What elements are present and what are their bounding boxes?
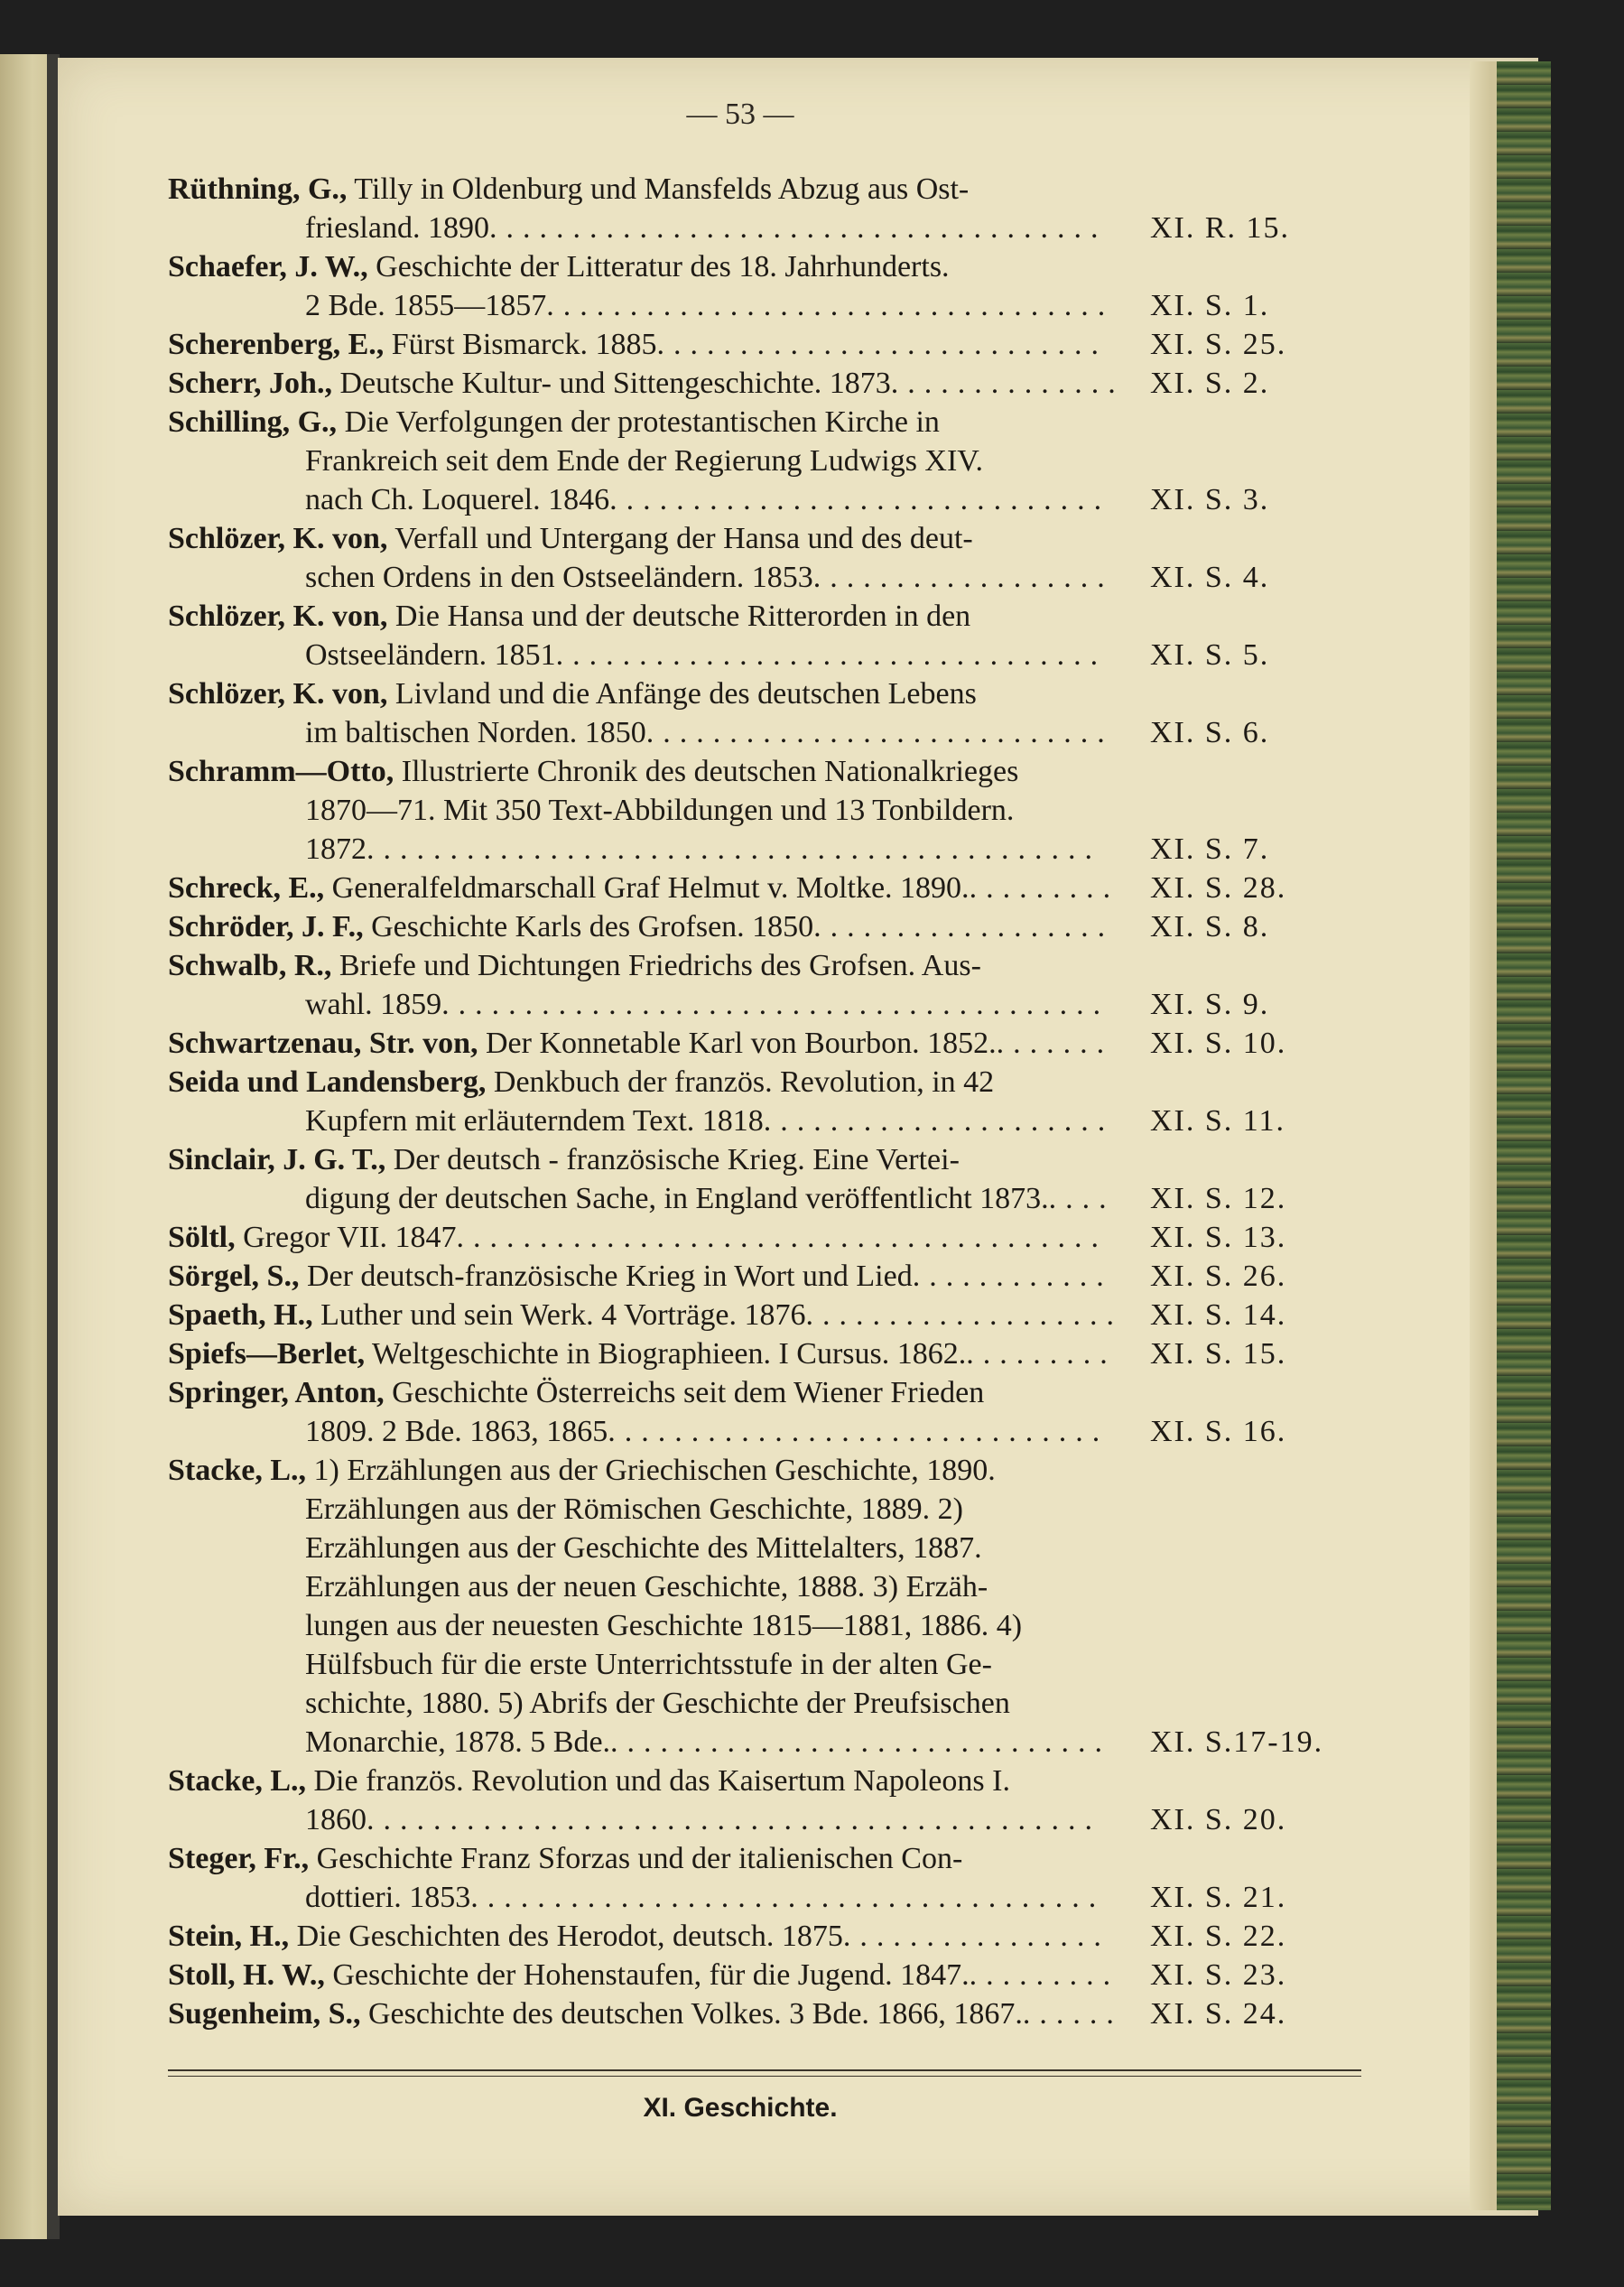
entry-first-line — [168, 674, 1341, 713]
entry-first-line — [168, 325, 1341, 364]
entry-first-line — [168, 1917, 1341, 1956]
dot-leader: ...... — [1022, 1997, 1123, 2031]
entry-title-text: Der deutsch-französische Krieg in Wort und Lied — [306, 1260, 913, 1293]
shelf-mark: XI. S. 5. — [1150, 638, 1270, 672]
entry-continuation-line — [168, 1606, 1341, 1645]
entry-author: Stoll, H. W., — [168, 1958, 325, 1992]
entry-title-text: Hülfsbuch für die erste Unterrichtsstufe in der alten Ge- — [305, 1648, 992, 1681]
entry-title-text: Livland und die Anfänge des deutschen Lebens — [394, 677, 977, 711]
dot-leader: ............................................ — [367, 832, 1101, 866]
catalog-entry — [168, 907, 1341, 946]
shelf-mark: XI. S. 4. — [1150, 561, 1270, 594]
entry-continuation-line — [168, 1102, 1341, 1140]
catalog-entry — [168, 1063, 1341, 1140]
entry-continuation-line — [168, 1800, 1341, 1839]
dot-leader: ..................................... — [488, 211, 1108, 245]
catalog-entry — [168, 1140, 1341, 1218]
entry-title-text: im baltischen Norden. 1850 — [305, 716, 646, 749]
entry-title-text: Die Geschichten des Herodot, deutsch. 1875 — [296, 1920, 843, 1953]
entry-title-text: Erzählungen aus der neuen Geschichte, 1888. 3) Erzäh- — [305, 1570, 988, 1604]
shelf-mark: XI. S. 11. — [1150, 1104, 1286, 1138]
entry-first-line — [168, 1257, 1341, 1296]
entry-title-text: 1809. 2 Bde. 1863, 1865 — [305, 1415, 608, 1448]
dot-leader: ....... — [996, 1027, 1114, 1060]
entry-title-text: Geschichte der Hohenstaufen, für die Jugend. 1847. — [332, 1958, 970, 1992]
shelf-mark: XI. S. 16. — [1150, 1415, 1287, 1448]
dot-leader: ................ — [842, 1920, 1110, 1953]
catalog-entry — [168, 364, 1341, 403]
shelf-mark: XI. S. 10. — [1150, 1027, 1287, 1060]
entry-author: Rüthning, G., — [168, 172, 348, 206]
shelf-mark: XI. S. 6. — [1150, 716, 1270, 749]
entry-title-text: 1) Erzählungen aus der Griechischen Geschichte, 1890. — [313, 1454, 996, 1487]
entry-title-text: dottieri. 1853 — [305, 1881, 471, 1914]
entry-title-text: Die französ. Revolution und das Kaisertum Napoleons I. — [313, 1764, 1010, 1798]
entry-continuation-line — [168, 558, 1341, 597]
entry-title-text: schichte, 1880. 5) Abrifs der Geschichte der Preufsischen — [305, 1687, 1010, 1720]
entry-title-text: Verfall und Untergang der Hansa und des deut- — [394, 522, 973, 555]
entry-first-line — [168, 170, 1341, 209]
entry-first-line — [168, 1140, 1341, 1179]
entry-continuation-line — [168, 791, 1341, 830]
entry-continuation-line — [168, 830, 1341, 869]
shelf-mark: XI. S. 20. — [1150, 1803, 1287, 1836]
entry-continuation-line — [168, 286, 1341, 325]
entry-continuation-line — [168, 442, 1341, 480]
catalog-entry — [168, 752, 1341, 869]
entry-continuation-line — [168, 480, 1341, 519]
entry-author: Schlözer, K. von, — [168, 677, 388, 711]
shelf-mark: XI. S. 15. — [1150, 1337, 1287, 1371]
entry-title-text: 1870—71. Mit 350 Text-Abbildungen und 13 Tonbildern. — [305, 794, 1015, 827]
entry-title-text: Generalfeldmarschall Graf Helmut v. Moltke. 1890. — [331, 871, 970, 905]
dot-leader: ...................................... — [470, 1881, 1106, 1914]
catalog-entry — [168, 1257, 1341, 1296]
catalog-entry — [168, 519, 1341, 597]
entry-title-text: wahl. 1859 — [305, 988, 442, 1021]
entry-first-line — [168, 247, 1341, 286]
dot-leader: ............................................ — [367, 1803, 1101, 1836]
entry-first-line — [168, 1218, 1341, 1257]
catalog-entry — [168, 170, 1341, 247]
entry-author: Schlözer, K. von, — [168, 600, 388, 633]
entry-first-line — [168, 869, 1341, 907]
entry-first-line — [168, 1063, 1341, 1102]
shelf-mark: XI. S. 1. — [1150, 289, 1270, 322]
entry-title-text: Luther und sein Werk. 4 Vorträge. 1876 — [320, 1298, 806, 1332]
dot-leader: ......... — [969, 871, 1120, 905]
footer-rule-thin — [168, 2076, 1361, 2077]
entry-author: Sörgel, S., — [168, 1260, 300, 1293]
entry-title-text: Deutsche Kultur- und Sittengeschichte. 1873 — [339, 367, 891, 400]
entry-title-text: Die Verfolgungen der protestantischen Kirche in — [344, 405, 940, 439]
catalog-entry — [168, 1839, 1341, 1917]
entry-title-text: Weltgeschichte in Biographieen. I Cursus. 1862. — [372, 1337, 967, 1371]
entry-author: Schaefer, J. W., — [168, 250, 368, 284]
entry-author: Sinclair, J. G. T., — [168, 1143, 386, 1176]
shelf-mark: XI. S. 9. — [1150, 988, 1270, 1021]
entry-title-text: schen Ordens in den Ostseeländern. 1853 — [305, 561, 813, 594]
shelf-mark: XI. S. 2. — [1150, 367, 1270, 400]
catalog-entry — [168, 1917, 1341, 1956]
shelf-mark: XI. S. 3. — [1150, 483, 1270, 516]
entry-author: Spiefs—Berlet, — [168, 1337, 366, 1371]
entry-first-line — [168, 519, 1341, 558]
catalog-entry — [168, 1373, 1341, 1451]
shelf-mark: XI. S. 26. — [1150, 1260, 1287, 1293]
entry-author: Steger, Fr., — [168, 1842, 310, 1875]
entry-title-text: Gregor VII. 1847 — [243, 1221, 457, 1254]
entry-author: Schilling, G., — [168, 405, 338, 439]
entry-first-line — [168, 1994, 1341, 2033]
entry-title-text: friesland. 1890 — [305, 211, 489, 245]
entry-title-text: Geschichte der Litteratur des 18. Jahrhunderts. — [376, 250, 950, 284]
catalog-entry — [168, 247, 1341, 325]
dot-leader: ............................ — [645, 716, 1114, 749]
entry-title-text: Geschichte Karls des Grofsen. 1850 — [371, 910, 814, 944]
dot-leader: ............ — [912, 1260, 1113, 1293]
shelf-mark: XI. S.17-19. — [1150, 1725, 1324, 1759]
dot-leader: ................... — [805, 1298, 1123, 1332]
catalog-entry — [168, 1762, 1341, 1839]
dot-leader: .................. — [813, 910, 1115, 944]
entry-title-text: Ostseeländern. 1851 — [305, 638, 556, 672]
section-footer: XI. Geschichte. — [643, 2093, 838, 2123]
entry-title-text: Fürst Bismarck. 1885 — [391, 328, 657, 361]
entry-title-text: Tilly in Oldenburg und Mansfelds Abzug aus Ost- — [354, 172, 970, 206]
entry-first-line — [168, 1334, 1341, 1373]
entry-continuation-line — [168, 1529, 1341, 1567]
entry-continuation-line — [168, 713, 1341, 752]
entry-author: Sugenheim, S., — [168, 1997, 361, 2031]
entry-title-text: Geschichte des deutschen Volkes. 3 Bde. 1866, 1867. — [368, 1997, 1023, 2031]
entry-author: Schwartzenau, Str. von, — [168, 1027, 478, 1060]
catalog-entry — [168, 1334, 1341, 1373]
shelf-mark: XI. R. 15. — [1150, 211, 1291, 245]
entry-title-text: Frankreich seit dem Ende der Regierung Ludwigs XIV. — [305, 444, 983, 478]
entry-title-text: Kupfern mit erläuterndem Text. 1818 — [305, 1104, 764, 1138]
entry-title-text: Erzählungen aus der Geschichte des Mittelalters, 1887. — [305, 1531, 982, 1565]
entry-first-line — [168, 1762, 1341, 1800]
entry-author: Spaeth, H., — [168, 1298, 313, 1332]
entry-title-text: 2 Bde. 1855—1857 — [305, 289, 547, 322]
shelf-mark: XI. S. 23. — [1150, 1958, 1287, 1992]
entry-author: Söltl, — [168, 1221, 236, 1254]
catalog-entry — [168, 1994, 1341, 2033]
entry-author: Schwalb, R., — [168, 949, 332, 982]
entry-first-line — [168, 752, 1341, 791]
entry-first-line — [168, 1296, 1341, 1334]
entry-title-text: Denkbuch der französ. Revolution, in 42 — [493, 1065, 995, 1099]
page-number: — 53 — — [686, 98, 794, 131]
shelf-mark: XI. S. 21. — [1150, 1881, 1287, 1914]
dot-leader: .............. — [890, 367, 1125, 400]
entry-continuation-line — [168, 1567, 1341, 1606]
entry-continuation-line — [168, 1723, 1341, 1762]
dot-leader: .... — [1048, 1182, 1116, 1215]
shelf-mark: XI. S. 7. — [1150, 832, 1270, 866]
catalog-entry — [168, 325, 1341, 364]
entry-title-text: nach Ch. Loquerel. 1846 — [305, 483, 610, 516]
shelf-mark: XI. S. 12. — [1150, 1182, 1287, 1215]
entry-title-text: lungen aus der neuesten Geschichte 1815—1881, 1886. 4) — [305, 1609, 1023, 1642]
entry-continuation-line — [168, 1645, 1341, 1684]
entry-author: Schlözer, K. von, — [168, 522, 388, 555]
entry-author: Seida und Landensberg, — [168, 1065, 487, 1099]
entry-first-line — [168, 364, 1341, 403]
entry-author: Schreck, E., — [168, 871, 325, 905]
shelf-mark: XI. S. 25. — [1150, 328, 1287, 361]
entry-continuation-line — [168, 1878, 1341, 1917]
entry-first-line — [168, 946, 1341, 985]
entry-first-line — [168, 403, 1341, 442]
entry-title-text: 1872 — [305, 832, 367, 866]
dot-leader: ......... — [969, 1958, 1120, 1992]
dot-leader: ......... — [966, 1337, 1117, 1371]
entry-continuation-line — [168, 1412, 1341, 1451]
entry-first-line — [168, 1373, 1341, 1412]
catalog-entry-list — [168, 170, 1341, 2033]
dot-leader: .............................. — [610, 1725, 1112, 1759]
entry-first-line — [168, 1451, 1341, 1490]
dot-leader: .................................. — [546, 289, 1115, 322]
entry-author: Scherenberg, E., — [168, 328, 385, 361]
entry-title-text: Die Hansa und der deutsche Ritterorden in den — [394, 600, 971, 633]
entry-title-text: digung der deutschen Sache, in England veröffentlicht 1873. — [305, 1182, 1049, 1215]
entry-title-text: Briefe und Dichtungen Friedrichs des Grofsen. Aus- — [339, 949, 981, 982]
entry-author: Stein, H., — [168, 1920, 290, 1953]
entry-first-line — [168, 1839, 1341, 1878]
entry-title-text: Geschichte Österreichs seit dem Wiener Frieden — [392, 1376, 985, 1409]
footer-rule — [168, 2069, 1361, 2071]
catalog-entry — [168, 674, 1341, 752]
entry-title-text: Illustrierte Chronik des deutschen Nationalkrieges — [401, 755, 1019, 788]
shelf-mark: XI. S. 24. — [1150, 1997, 1287, 2031]
dot-leader: .............................. — [609, 483, 1111, 516]
entry-title-text: Der Konnetable Karl von Bourbon. 1852. — [486, 1027, 997, 1060]
catalog-entry — [168, 1451, 1341, 1762]
dot-leader: ....................................... — [456, 1221, 1108, 1254]
entry-continuation-line — [168, 985, 1341, 1024]
entry-title-text: Geschichte Franz Sforzas und der italienischen Con- — [316, 1842, 963, 1875]
catalog-entry — [168, 597, 1341, 674]
entry-author: Stacke, L., — [168, 1764, 306, 1798]
entry-first-line — [168, 907, 1341, 946]
entry-title-text: Der deutsch - französische Krieg. Eine Vertei- — [393, 1143, 960, 1176]
entry-author: Springer, Anton, — [168, 1376, 385, 1409]
dot-leader: ................................. — [555, 638, 1108, 672]
catalog-entry — [168, 1024, 1341, 1063]
shelf-mark: XI. S. 22. — [1150, 1920, 1287, 1953]
entry-author: Schramm—Otto, — [168, 755, 394, 788]
dot-leader: ........................... — [656, 328, 1108, 361]
entry-author: Schröder, J. F., — [168, 910, 364, 944]
catalog-entry — [168, 1218, 1341, 1257]
entry-title-text: Monarchie, 1878. 5 Bde. — [305, 1725, 611, 1759]
entry-title-text: 1860 — [305, 1803, 367, 1836]
entry-author: Stacke, L., — [168, 1454, 306, 1487]
catalog-entry — [168, 1296, 1341, 1334]
shelf-mark: XI. S. 13. — [1150, 1221, 1287, 1254]
entry-continuation-line — [168, 1684, 1341, 1723]
dot-leader: ..................... — [763, 1104, 1115, 1138]
entry-first-line — [168, 1024, 1341, 1063]
catalog-entry — [168, 946, 1341, 1024]
catalog-entry — [168, 869, 1341, 907]
dot-leader: .............................. — [608, 1415, 1109, 1448]
entry-first-line — [168, 1956, 1341, 1994]
dot-leader: .................. — [812, 561, 1114, 594]
catalog-entry — [168, 403, 1341, 519]
catalog-entry — [168, 1956, 1341, 1994]
entry-title-text: Erzählungen aus der Römischen Geschichte, 1889. 2) — [305, 1492, 963, 1526]
entry-author: Scherr, Joh., — [168, 367, 332, 400]
entry-continuation-line — [168, 209, 1341, 247]
shelf-mark: XI. S. 14. — [1150, 1298, 1287, 1332]
entry-continuation-line — [168, 1179, 1341, 1218]
entry-continuation-line — [168, 1490, 1341, 1529]
shelf-mark: XI. S. 8. — [1150, 910, 1270, 944]
shelf-mark: XI. S. 28. — [1150, 871, 1287, 905]
dot-leader: ........................................ — [441, 988, 1110, 1021]
entry-continuation-line — [168, 636, 1341, 674]
entry-first-line — [168, 597, 1341, 636]
